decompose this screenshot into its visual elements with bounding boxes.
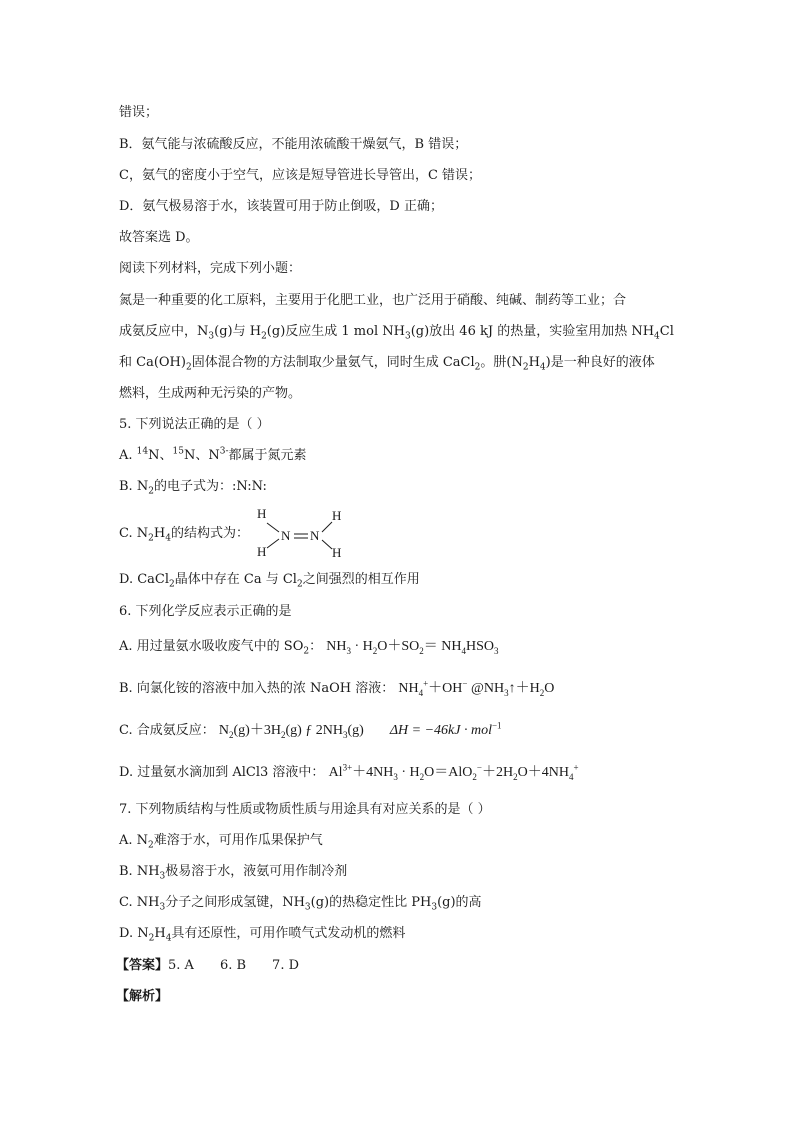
analysis-label: 【解析】 [116,989,169,1004]
question-6-stem: 6. 下列化学反应表示正确的是 [119,604,292,619]
material-paragraph-line: 氮是一种重要的化工原料，主要用于化肥工业，也广泛用于硝酸、纯碱、制药等工业；合 [119,293,627,308]
equation-c: $N_2(g)+3H_2(g)$ ƒ $2NH_3(g) \Delta H = -46kJ \cdot mol^{-1}$ [218,720,502,740]
question-7-stem: 7. 下列物质结构与性质或物质性质与用途具有对应关系的是（ ） [119,802,491,817]
text-line: 阅读下列材料，完成下列小题： [119,261,302,276]
atom-h: H [257,506,267,521]
text-line: B．氨气能与浓硫酸反应，不能用浓硫酸干燥氨气，B 错误； [119,137,468,152]
text-line: C，氨气的密度小于空气，应该是短导管进长导管出，C 错误； [119,168,482,183]
material-paragraph-line: 成氨反应中，$N_3(g)$与 $H_2(g)$反应生成 1 mol $NH_3(g)$放出 46 kJ 的热量，实验室用加热 $NH_4Cl$ [119,324,674,342]
bond-n-h-4 [322,540,332,549]
atom-h: H [332,508,342,523]
question-7-option-a: A. $N_2$难溶于水，可用作瓜果保护气 [119,833,323,851]
answer-label: 【答案】 [116,958,169,973]
hydrazine-structural-formula [248,505,348,561]
material-paragraph-line: 和 $Ca(OH)_2$固体混合物的方法制取少量氨气，同时生成 CaCl$_2$。肼$(N_2H_4)$是一种良好的液体 [119,355,655,373]
question-6-option-a: A. 用过量氨水吸收废气中的 $SO_2$： $NH_3 \cdot H_2O+SO_2= NH_4HSO_3$ [119,639,499,657]
answer-line: 【答案】5. A 6. B 7. D [116,958,300,973]
question-5-stem: 5. 下列说法正确的是（ ） [119,417,270,432]
equation-b: $NH_4^++OH^-$ $@NH_3↑+H_2O$ [398,678,555,698]
atom-h: H [257,544,267,559]
question-5-option-c: C. $N_2H_4$的结构式为： [119,526,249,544]
equation-a: $NH_3 \cdot H_2O+SO_2= NH_4HSO_3$ [326,639,499,656]
question-5-option-a: A. $^{14}$N、$^{15}$N、$N^{3-}$都属于氮元素 [119,446,307,463]
material-paragraph-line: 燃料，生成两种无污染的产物。 [119,386,302,401]
question-6-option-c: C. 合成氨反应： $N_2(g)+3H_2(g)$ ƒ $2NH_3(g) \Delta H = -46kJ \cdot mol^{-1}$ [119,720,502,740]
question-6-option-b: B. 向氯化铵的溶液中加入热的浓 NaOH 溶液： $NH_4^++OH^-$ $@NH_3↑+H_2O$ [119,678,555,698]
text-line: 错误； [119,105,159,120]
text-line: 故答案选 D。 [119,230,199,245]
equation-d: $Al^{3+}+4NH_3 \cdot H_2O=AlO_2^-+2H_2O+4NH_4^+$ [328,762,579,782]
bond-h-n-1 [267,523,279,532]
text-line: D．氨气极易溶于水，该装置可用于防止倒吸，D 正确； [119,199,443,214]
question-7-option-b: B. $NH_3$极易溶于水，液氨可用作制冷剂 [119,864,348,882]
bond-h-n-2 [267,539,279,548]
question-5-option-b: B. $N_2$的电子式为：:N:N: [119,479,267,497]
question-7-option-c: C. $NH_3$分子之间形成氢键，$NH_3(g)$的热稳定性比 $PH_3(g)$的高 [119,895,482,913]
question-5-option-d: D. CaCl$_2$晶体中存在 Ca 与 $Cl_2$之间强烈的相互作用 [119,572,420,590]
atom-n: N [281,528,291,543]
atom-n: N [310,528,320,543]
atom-h: H [332,545,342,560]
question-7-option-d: D. $N_2H_4$具有还原性，可用作喷气式发动机的燃料 [119,926,406,944]
bond-n-h-3 [322,522,332,532]
question-6-option-d: D. 过量氨水滴加到 AlCl3 溶液中： $Al^{3+}+4NH_3 \cdot H_2O=AlO_2^-+2H_2O+4NH_4^+$ [119,762,579,782]
